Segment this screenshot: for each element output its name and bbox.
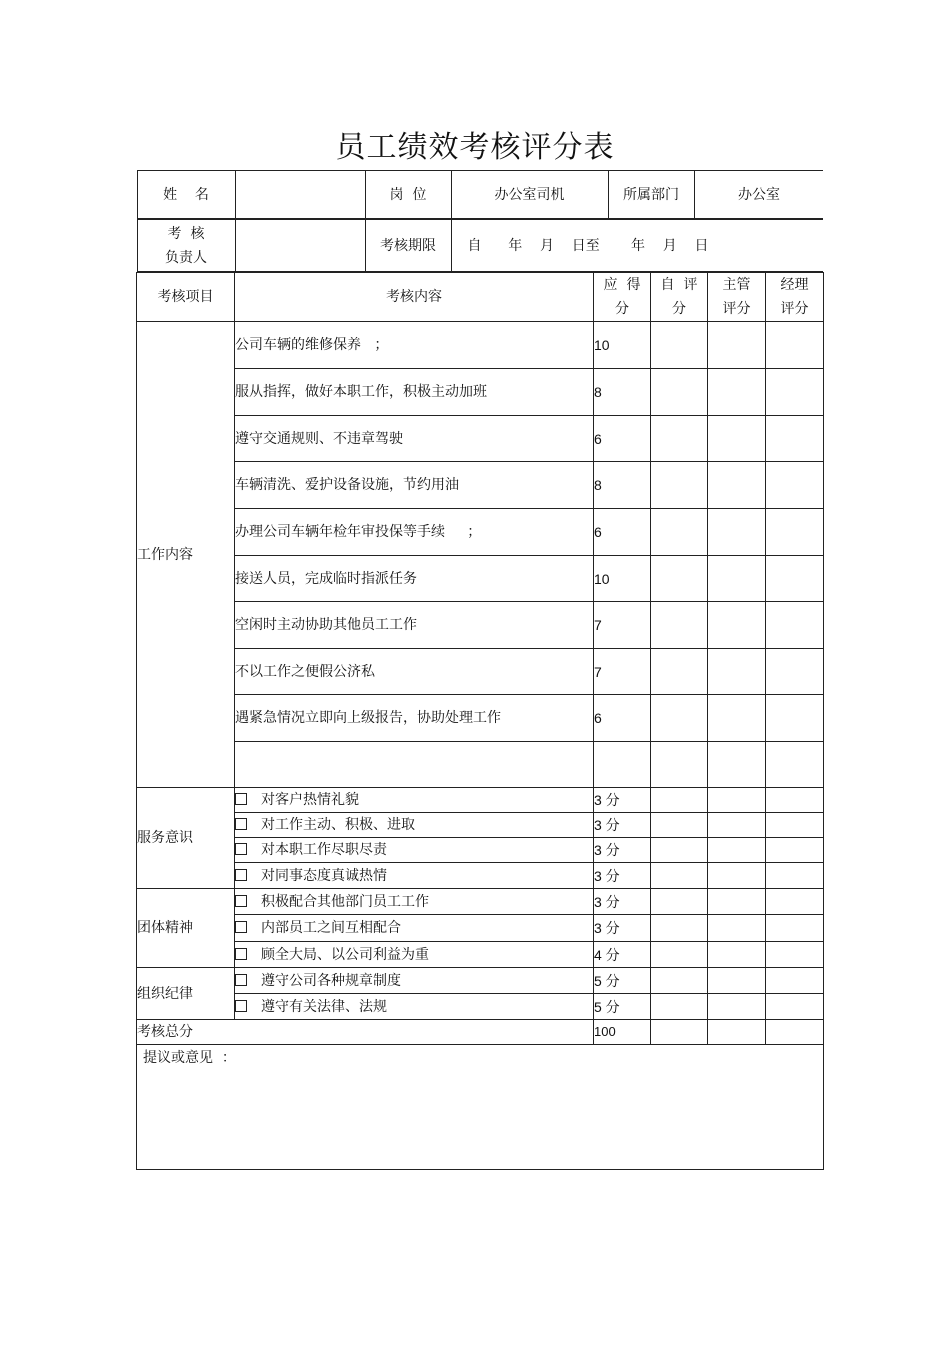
post-label: 岗 位 xyxy=(365,171,451,219)
self-score-cell[interactable] xyxy=(651,994,708,1020)
table-row xyxy=(137,968,824,994)
should-score: 8 xyxy=(594,462,651,509)
work-item: 不以工作之便假公济私 xyxy=(235,649,594,695)
self-score-cell[interactable] xyxy=(651,649,708,695)
col-self-line2: 分 xyxy=(672,301,686,317)
work-item-empty[interactable] xyxy=(235,742,594,788)
col-self-header xyxy=(651,273,708,322)
total-row xyxy=(137,1020,824,1045)
mgr-score-cell[interactable] xyxy=(766,649,824,695)
service-label: 服务意识 xyxy=(137,788,235,889)
work-item: 接送人员，完成临时指派任务 xyxy=(235,556,594,602)
mgr-score-cell[interactable] xyxy=(766,742,824,788)
col-self-line1: 自 评 xyxy=(660,277,698,293)
owner-label-line2: 负责人 xyxy=(165,249,207,266)
col-mgr-header xyxy=(766,273,824,322)
should-score: 3 分 xyxy=(594,863,651,889)
self-score-cell[interactable] xyxy=(651,788,708,813)
col-should-line2: 分 xyxy=(615,301,629,317)
table-row xyxy=(137,942,824,968)
self-score-cell[interactable] xyxy=(651,416,708,462)
sup-score-cell[interactable] xyxy=(708,863,766,889)
table-row xyxy=(137,788,824,813)
table-row xyxy=(137,695,824,742)
self-score-cell[interactable] xyxy=(651,462,708,509)
mgr-score-cell[interactable] xyxy=(766,556,824,602)
should-score: 3 分 xyxy=(594,889,651,915)
should-score: 6 xyxy=(594,695,651,742)
table-row-empty xyxy=(137,742,824,788)
name-label: 姓 名 xyxy=(137,171,235,219)
self-score-cell[interactable] xyxy=(651,556,708,602)
col-sup-line2: 评分 xyxy=(722,301,751,317)
table-row xyxy=(137,369,824,416)
service-item-label: 对客户热情礼貌 xyxy=(261,792,359,808)
mgr-score-cell[interactable] xyxy=(766,416,824,462)
sup-score-cell[interactable] xyxy=(708,322,766,369)
work-item: 遵守交通规则、不违章驾驶 xyxy=(235,416,594,462)
should-score: 10 xyxy=(594,556,651,602)
self-score-cell[interactable] xyxy=(651,915,708,942)
team-label: 团体精神 xyxy=(137,889,235,968)
mgr-score-cell[interactable] xyxy=(766,968,824,994)
comments-label: 提议或意见 ： xyxy=(143,1050,236,1066)
service-item xyxy=(235,838,594,863)
discipline-label: 组织纪律 xyxy=(137,968,235,1020)
checkbox[interactable] xyxy=(235,793,247,805)
mgr-score-cell[interactable] xyxy=(766,462,824,509)
work-label: 工作内容 xyxy=(137,322,235,788)
sup-score-cell[interactable] xyxy=(708,602,766,649)
self-score-cell[interactable] xyxy=(651,602,708,649)
service-item xyxy=(235,863,594,889)
service-item-label: 对同事态度真诚热情 xyxy=(261,867,387,884)
sup-score-cell[interactable] xyxy=(708,838,766,863)
checkbox[interactable] xyxy=(235,843,247,855)
self-score-cell[interactable] xyxy=(651,742,708,788)
sup-score-cell[interactable] xyxy=(708,994,766,1020)
sup-total-cell[interactable] xyxy=(708,1020,766,1045)
table-row xyxy=(137,813,824,838)
should-score: 7 xyxy=(594,649,651,695)
mgr-score-cell[interactable] xyxy=(766,695,824,742)
checkbox[interactable] xyxy=(235,921,247,933)
dept-value: 办公室 xyxy=(694,171,823,219)
total-score: 100 xyxy=(594,1020,651,1045)
comments-row xyxy=(137,1045,824,1170)
col-mgr-line2: 评分 xyxy=(780,301,809,317)
self-score-cell[interactable] xyxy=(651,838,708,863)
checkbox[interactable] xyxy=(235,974,247,986)
table-row xyxy=(137,556,824,602)
table-row xyxy=(137,863,824,889)
table-row xyxy=(137,889,824,915)
mgr-score-cell[interactable] xyxy=(766,369,824,416)
should-score: 8 xyxy=(594,369,651,416)
service-item xyxy=(235,813,594,838)
sup-score-cell[interactable] xyxy=(708,695,766,742)
self-total-cell[interactable] xyxy=(651,1020,708,1045)
checkbox[interactable] xyxy=(235,895,247,907)
table-row xyxy=(137,416,824,462)
checkbox[interactable] xyxy=(235,818,247,830)
work-item: 办理公司车辆年检年审投保等手续 ； xyxy=(235,509,594,556)
sup-score-cell[interactable] xyxy=(708,462,766,509)
self-score-cell[interactable] xyxy=(651,322,708,369)
should-score: 5 分 xyxy=(594,968,651,994)
mgr-score-cell[interactable] xyxy=(766,942,824,968)
evaluation-form xyxy=(136,170,824,1170)
period-field[interactable]: 自 年 月 日至 年 月 日 xyxy=(451,220,823,272)
self-score-cell[interactable] xyxy=(651,889,708,915)
mgr-score-cell[interactable] xyxy=(766,509,824,556)
table-row xyxy=(137,602,824,649)
checkbox[interactable] xyxy=(235,948,247,960)
owner-field[interactable] xyxy=(235,220,365,272)
should-score: 3 分 xyxy=(594,915,651,942)
team-item-label: 顾全大局、以公司利益为重 xyxy=(261,946,429,963)
checkbox[interactable] xyxy=(235,1000,247,1012)
sup-score-cell[interactable] xyxy=(708,509,766,556)
header-row-2 xyxy=(137,219,824,272)
team-item xyxy=(235,915,594,942)
team-item-label: 内部员工之间互相配合 xyxy=(261,920,401,936)
page-title: 员工绩效考核评分表 xyxy=(335,130,615,165)
self-score-cell[interactable] xyxy=(651,942,708,968)
sup-score-cell[interactable] xyxy=(708,416,766,462)
should-score: 3 分 xyxy=(594,838,651,863)
should-score: 6 xyxy=(594,416,651,462)
should-score: 7 xyxy=(594,602,651,649)
should-score: 4 分 xyxy=(594,942,651,968)
self-score-cell[interactable] xyxy=(651,863,708,889)
service-item xyxy=(235,788,594,813)
self-score-cell[interactable] xyxy=(651,968,708,994)
table-row xyxy=(137,509,824,556)
sup-score-cell[interactable] xyxy=(708,942,766,968)
dept-label: 所属部门 xyxy=(608,171,694,219)
sup-score-cell[interactable] xyxy=(708,889,766,915)
mgr-score-cell[interactable] xyxy=(766,838,824,863)
discipline-item xyxy=(235,968,594,994)
col-sup-header xyxy=(708,273,766,322)
owner-label xyxy=(137,220,235,272)
work-item: 空闲时主动协助其他员工工作 xyxy=(235,602,594,649)
mgr-score-cell[interactable] xyxy=(766,915,824,942)
owner-label-line1: 考 核 xyxy=(167,225,205,242)
header-row-1 xyxy=(137,170,824,219)
team-item xyxy=(235,889,594,915)
sup-score-cell[interactable] xyxy=(708,968,766,994)
table-row xyxy=(137,649,824,695)
col-should-header xyxy=(594,273,651,322)
col-content-header: 考核内容 xyxy=(235,273,594,322)
checkbox[interactable] xyxy=(235,869,247,881)
sup-score-cell[interactable] xyxy=(708,788,766,813)
mgr-score-cell[interactable] xyxy=(766,994,824,1020)
total-label: 考核总分 xyxy=(137,1020,594,1045)
period-label: 考核期限 xyxy=(365,220,451,272)
sup-score-cell[interactable] xyxy=(708,649,766,695)
sup-score-cell[interactable] xyxy=(708,813,766,838)
work-item: 服从指挥，做好本职工作，积极主动加班 xyxy=(235,369,594,416)
work-item: 公司车辆的维修保养 ； xyxy=(235,322,594,369)
service-item-label: 对工作主动、积极、进取 xyxy=(261,817,415,833)
col-mgr-line1: 经理 xyxy=(780,277,809,293)
sup-score-cell[interactable] xyxy=(708,742,766,788)
should-score: 3 分 xyxy=(594,813,651,838)
sup-score-cell[interactable] xyxy=(708,915,766,942)
self-score-cell[interactable] xyxy=(651,369,708,416)
table-row xyxy=(137,915,824,942)
mgr-score-cell[interactable] xyxy=(766,602,824,649)
mgr-score-cell[interactable] xyxy=(766,322,824,369)
col-should-line1: 应 得 xyxy=(603,277,641,293)
should-score: 6 xyxy=(594,509,651,556)
table-row xyxy=(137,322,824,369)
work-item: 车辆清洗、爱护设备设施，节约用油 xyxy=(235,462,594,509)
mgr-score-cell[interactable] xyxy=(766,863,824,889)
mgr-score-cell[interactable] xyxy=(766,788,824,813)
comments-field[interactable] xyxy=(137,1045,824,1170)
discipline-item-label: 遵守有关法律、法规 xyxy=(261,998,387,1015)
self-score-cell[interactable] xyxy=(651,509,708,556)
mgr-score-cell[interactable] xyxy=(766,813,824,838)
self-score-cell[interactable] xyxy=(651,695,708,742)
team-item xyxy=(235,942,594,968)
should-score: 5 分 xyxy=(594,994,651,1020)
discipline-item-label: 遵守公司各种规章制度 xyxy=(261,972,401,989)
mgr-score-cell[interactable] xyxy=(766,889,824,915)
table-row xyxy=(137,838,824,863)
sup-score-cell[interactable] xyxy=(708,369,766,416)
team-item-label: 积极配合其他部门员工工作 xyxy=(261,893,429,910)
discipline-item xyxy=(235,994,594,1020)
should-score: 3 分 xyxy=(594,788,651,813)
post-value: 办公室司机 xyxy=(451,171,608,219)
service-item-label: 对本职工作尽职尽责 xyxy=(261,842,387,858)
col-item-header: 考核项目 xyxy=(137,273,235,322)
mgr-total-cell[interactable] xyxy=(766,1020,824,1045)
col-sup-line1: 主管 xyxy=(722,277,751,293)
name-field[interactable] xyxy=(235,171,365,219)
sup-score-cell[interactable] xyxy=(708,556,766,602)
self-score-cell[interactable] xyxy=(651,813,708,838)
table-row xyxy=(137,462,824,509)
work-item: 遇紧急情况立即向上级报告，协助处理工作 xyxy=(235,695,594,742)
should-score: 10 xyxy=(594,322,651,369)
table-row xyxy=(137,994,824,1020)
should-score-empty[interactable] xyxy=(594,742,651,788)
